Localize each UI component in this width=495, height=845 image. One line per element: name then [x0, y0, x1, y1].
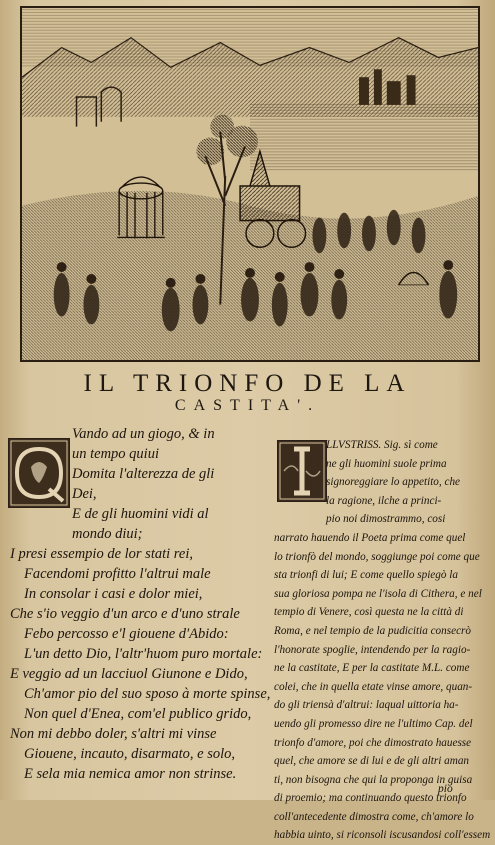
- commentary-line: colei, che in quella etate vinse amore, quan-: [274, 680, 473, 693]
- poem-line: Non mi debbo doler, s'altri mi vinse: [10, 726, 217, 742]
- poem-line: mondo diui;: [72, 526, 143, 542]
- commentary-line: quel, che amore se di lui e de gli altri aman: [274, 755, 470, 768]
- commentary-line: ti, non bisogna che qui la proponga in guisa: [274, 773, 473, 786]
- commentary-line: tempio di Venere, così questa ne la città di: [274, 606, 464, 619]
- commentary-line: sta trionfi di lui; E come quello spiegò la: [274, 569, 458, 582]
- commentary-line: LLVSTRISS. Sig. sì come: [326, 439, 438, 451]
- commentary-line: la ragione, ilche a princi-: [326, 494, 442, 507]
- poem-line: Vando ad un giogo, & in: [72, 426, 215, 442]
- poem-line: I presi essempio de lor stati rei,: [10, 546, 193, 562]
- commentary-line: uendo gli promesso dire ne l'ultimo Cap. del: [274, 717, 473, 730]
- commentary-line: di proemio; ma continuando questo trionfo: [274, 792, 467, 805]
- poem-line: Che s'io veggio d'un arco e d'uno strale: [10, 606, 240, 622]
- commentary-line: pio noi dimostrammo, cosi: [326, 513, 446, 526]
- commentary-line: ne la castitate, E per la castitate M.L. come: [274, 662, 470, 675]
- commentary-line: ne gli huomini suole prima: [326, 457, 447, 470]
- poem-line: Dei,: [72, 486, 97, 502]
- poem-line: E veggio ad un lacciuol Giunone e Dido,: [10, 666, 248, 682]
- poem-line: Non quel d'Enea, com'el publico grido,: [24, 706, 252, 722]
- commentary-line: habbia uinto, si riconsoli iscusandosi coll'essem: [274, 829, 491, 842]
- commentary-line: lo trionfò del mondo, soggiunge poi come que: [274, 550, 480, 563]
- poem-line: In consolar i casi e dolor miei,: [24, 586, 203, 602]
- commentary-line: signoreggiare lo appetito, che: [326, 476, 461, 489]
- title-line-2: CASTITA'.: [174, 397, 321, 414]
- commentary-line: narrato hauendo il Poeta prima come quel: [274, 531, 466, 544]
- title-line-1: IL TRIONFO DE LA: [83, 370, 412, 397]
- commentary-line: trionfo d'amore, poi che dimostrato hauesse: [274, 736, 472, 749]
- poem-line: Ch'amor pio del suo sposo à morte spinse,: [24, 686, 271, 702]
- commentary-line: do gli triensà d'altrui: laqual uittoria ha-: [274, 699, 459, 712]
- woodcut-illustration: [20, 6, 480, 362]
- commentary-line: sua gloriosa pompa ne l'isola di Cithera, e nel: [274, 587, 482, 600]
- commentary-column: [274, 436, 491, 845]
- commentary-line: Roma, e nel tempio de la pudicitia consecrò: [274, 624, 471, 637]
- commentary-line: l'honorate spoglie, intendendo per la ragio-: [274, 643, 471, 656]
- poem-line: Facendomi profitto l'altrui male: [24, 566, 211, 582]
- poem-line: L'un detto Dio, l'altr'huom puro mortale:: [24, 646, 263, 662]
- poem-line: Giouene, incauto, disarmato, e solo,: [24, 746, 236, 762]
- commentary-line: coll'antecedente dimostra come, ch'amore lo: [274, 810, 474, 823]
- poem-line: Febo percosso e'l giouene d'Abido:: [24, 626, 229, 642]
- poem-line: E sela mia nemica amor non strinse.: [24, 766, 237, 782]
- catchword: pio: [438, 783, 453, 795]
- poem-line: un tempo quiui: [72, 446, 159, 462]
- poem-line: E de gli huomini vidi al: [72, 506, 209, 522]
- poem-line: Domita l'alterezza de gli: [72, 466, 215, 482]
- poem-column: [10, 424, 272, 784]
